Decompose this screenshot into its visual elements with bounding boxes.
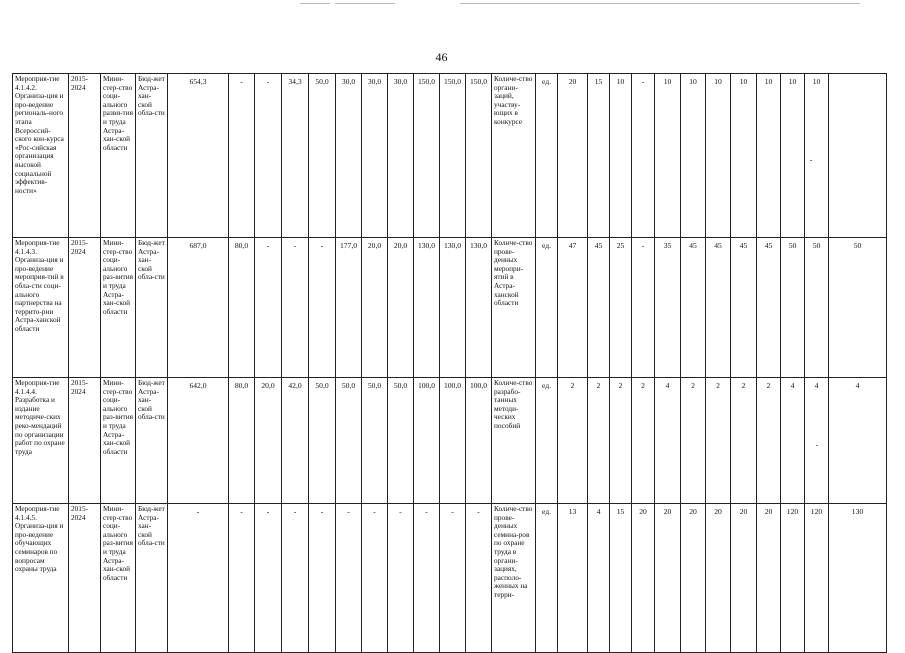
indicator-value-cell: 4 <box>655 378 681 504</box>
indicator-value-cell: 25 <box>610 238 632 378</box>
activity-name-cell: Мероприя-тие 4.1.4.2. Организа-ция и про-ведение региональ-ного этапа Всероссий-ского кон-курса «Рос-сийская организация высокой социальной эффектив-ности» <box>13 74 69 238</box>
unit-cell: ед. <box>536 238 558 378</box>
finance-cell: - <box>309 238 336 378</box>
finance-cell: - <box>255 238 282 378</box>
finance-cell: 130,0 <box>414 238 440 378</box>
finance-cell: - <box>168 504 229 653</box>
finance-cell: - <box>282 238 309 378</box>
finance-cell: 50,0 <box>309 74 336 238</box>
finance-cell: 150,0 <box>466 74 492 238</box>
indicator-value-cell: 10 <box>781 74 805 238</box>
finance-cell: 50,0 <box>336 378 362 504</box>
indicator-value-cell: 2 <box>610 378 632 504</box>
finance-cell: - <box>414 504 440 653</box>
indicator-value-cell: 13 <box>558 504 588 653</box>
finance-cell: 100,0 <box>440 378 466 504</box>
scan-edge-line-3 <box>460 3 860 4</box>
activity-name-cell: Мероприя-тие 4.1.4.3. Организа-ция и про-ведение мероприя-тий в обла-сти соци-ального партнерства на террито-рии Астра-ханской области <box>13 238 69 378</box>
finance-cell: 30,0 <box>388 74 414 238</box>
indicator-value-cell: 4 <box>805 378 829 504</box>
indicator-value-cell: 4 <box>781 378 805 504</box>
indicator-value-cell: 2 <box>588 378 610 504</box>
unit-cell: ед. <box>536 504 558 653</box>
indicator-value-cell: - <box>632 238 655 378</box>
period-cell: 2015-2024 <box>69 378 101 504</box>
scan-edge-line-2 <box>335 3 395 4</box>
executor-cell: Мини-стер-ство соци-ального разви-тия и труда Астра-хан-ской области <box>101 74 136 238</box>
table-row <box>13 74 887 238</box>
indicator-value-cell: 50 <box>829 238 887 378</box>
indicator-value-cell: 15 <box>588 74 610 238</box>
unit-cell: ед. <box>536 74 558 238</box>
unit-cell: ед. <box>536 378 558 504</box>
indicator-value-cell: 15 <box>610 504 632 653</box>
finance-cell: 100,0 <box>414 378 440 504</box>
finance-cell: 687,0 <box>168 238 229 378</box>
indicator-value-cell: 2 <box>757 378 781 504</box>
indicator-cell: Количе-ство прове-денных меропри-ятий в Астра-ханской области <box>492 238 536 378</box>
table-row <box>13 504 887 653</box>
indicator-value-cell: 20 <box>731 504 757 653</box>
indicator-value-cell: 20 <box>632 504 655 653</box>
indicator-value-cell: 20 <box>681 504 706 653</box>
finance-cell: 34,3 <box>282 74 309 238</box>
indicator-cell: Количе-ство прове-денных семина-ров по охране труда в органи-зациях, располо-женных на терри- <box>492 504 536 653</box>
indicator-value-cell: 45 <box>681 238 706 378</box>
funding-source-cell: Бюд-жет Астра-хан-ской обла-сти <box>136 74 168 238</box>
table-row <box>13 378 887 504</box>
indicator-value-cell: 47 <box>558 238 588 378</box>
indicator-value-cell: 10 <box>757 74 781 238</box>
funding-source-cell: Бюд-жет Астра-хан-ской обла-сти <box>136 504 168 653</box>
indicator-value-cell: 10 <box>731 74 757 238</box>
finance-cell: 177,0 <box>336 238 362 378</box>
finance-cell: - <box>229 504 255 653</box>
page-number: 46 <box>435 50 448 64</box>
finance-cell: 80,0 <box>229 378 255 504</box>
indicator-value-cell: 45 <box>757 238 781 378</box>
indicator-value-cell: 2 <box>558 378 588 504</box>
program-table <box>12 73 887 653</box>
scan-speck-2 <box>816 445 818 446</box>
finance-cell: - <box>255 74 282 238</box>
finance-cell: 50,0 <box>388 378 414 504</box>
period-cell: 2015-2024 <box>69 238 101 378</box>
finance-cell: 50,0 <box>309 378 336 504</box>
scan-edge-line-1 <box>300 3 330 4</box>
indicator-value-cell: 10 <box>805 74 829 238</box>
executor-cell: Мини-стер-ство соци-ального раз-вития и труда Астра-хан-ской области <box>101 504 136 653</box>
indicator-value-cell: 45 <box>588 238 610 378</box>
indicator-cell: Количе-ство разрабо-танных методи-ческих пособий <box>492 378 536 504</box>
indicator-value-cell: 35 <box>655 238 681 378</box>
table-row <box>13 238 887 378</box>
activity-name-cell: Мероприя-тие 4.1.4.4. Разработка и издание методиче-ских реко-мендаций по организации работ по охране труда <box>13 378 69 504</box>
indicator-value-cell: 50 <box>805 238 829 378</box>
indicator-value-cell: 120 <box>781 504 805 653</box>
finance-cell: - <box>440 504 466 653</box>
indicator-value-cell: 45 <box>706 238 731 378</box>
finance-cell: 20,0 <box>388 238 414 378</box>
indicator-value-cell: 10 <box>655 74 681 238</box>
finance-cell: - <box>309 504 336 653</box>
indicator-value-cell: 20 <box>558 74 588 238</box>
indicator-value-cell <box>829 74 887 238</box>
finance-cell: 100,0 <box>466 378 492 504</box>
finance-cell: 130,0 <box>466 238 492 378</box>
indicator-value-cell: - <box>632 74 655 238</box>
finance-cell: 654,3 <box>168 74 229 238</box>
finance-cell: 150,0 <box>414 74 440 238</box>
indicator-value-cell: 2 <box>632 378 655 504</box>
indicator-value-cell: 20 <box>757 504 781 653</box>
finance-cell: 30,0 <box>362 74 388 238</box>
indicator-value-cell: 120 <box>805 504 829 653</box>
indicator-value-cell: 4 <box>588 504 610 653</box>
finance-cell: 642,0 <box>168 378 229 504</box>
finance-cell: - <box>255 504 282 653</box>
indicator-value-cell: 10 <box>706 74 731 238</box>
indicator-value-cell: 2 <box>706 378 731 504</box>
indicator-value-cell: 10 <box>681 74 706 238</box>
finance-cell: - <box>282 504 309 653</box>
finance-cell: 150,0 <box>440 74 466 238</box>
finance-cell: 130,0 <box>440 238 466 378</box>
executor-cell: Мини-стер-ство соци-ального раз-вития и труда Астра-хан-ской области <box>101 238 136 378</box>
finance-cell: 20,0 <box>362 238 388 378</box>
finance-cell: 30,0 <box>336 74 362 238</box>
finance-cell: 80,0 <box>229 238 255 378</box>
indicator-value-cell: 45 <box>731 238 757 378</box>
finance-cell: - <box>336 504 362 653</box>
executor-cell: Мини-стер-ство соци-ального раз-вития и труда Астра-хан-ской области <box>101 378 136 504</box>
finance-cell: 20,0 <box>255 378 282 504</box>
indicator-value-cell: 2 <box>731 378 757 504</box>
indicator-value-cell: 50 <box>781 238 805 378</box>
indicator-value-cell: 20 <box>706 504 731 653</box>
period-cell: 2015-2024 <box>69 74 101 238</box>
period-cell: 2015-2024 <box>69 504 101 653</box>
funding-source-cell: Бюд-жет Астра-хан-ской обла-сти <box>136 378 168 504</box>
indicator-value-cell: 4 <box>829 378 887 504</box>
indicator-value-cell: 2 <box>681 378 706 504</box>
indicator-value-cell: 10 <box>610 74 632 238</box>
activity-name-cell: Мероприя-тие 4.1.4.5. Организа-ция и про-ведение обучающих семинаров по вопросам охраны труда <box>13 504 69 653</box>
indicator-cell: Количе-ство органи-заций, участву-ющих в конкурсе <box>492 74 536 238</box>
finance-cell: 42,0 <box>282 378 309 504</box>
indicator-value-cell: 130 <box>829 504 887 653</box>
finance-cell: - <box>388 504 414 653</box>
scan-speck-1 <box>810 160 812 161</box>
finance-cell: 50,0 <box>362 378 388 504</box>
finance-cell: - <box>362 504 388 653</box>
indicator-value-cell: 20 <box>655 504 681 653</box>
finance-cell: - <box>466 504 492 653</box>
funding-source-cell: Бюд-жет Астра-хан-ской обла-сти <box>136 238 168 378</box>
finance-cell: - <box>229 74 255 238</box>
